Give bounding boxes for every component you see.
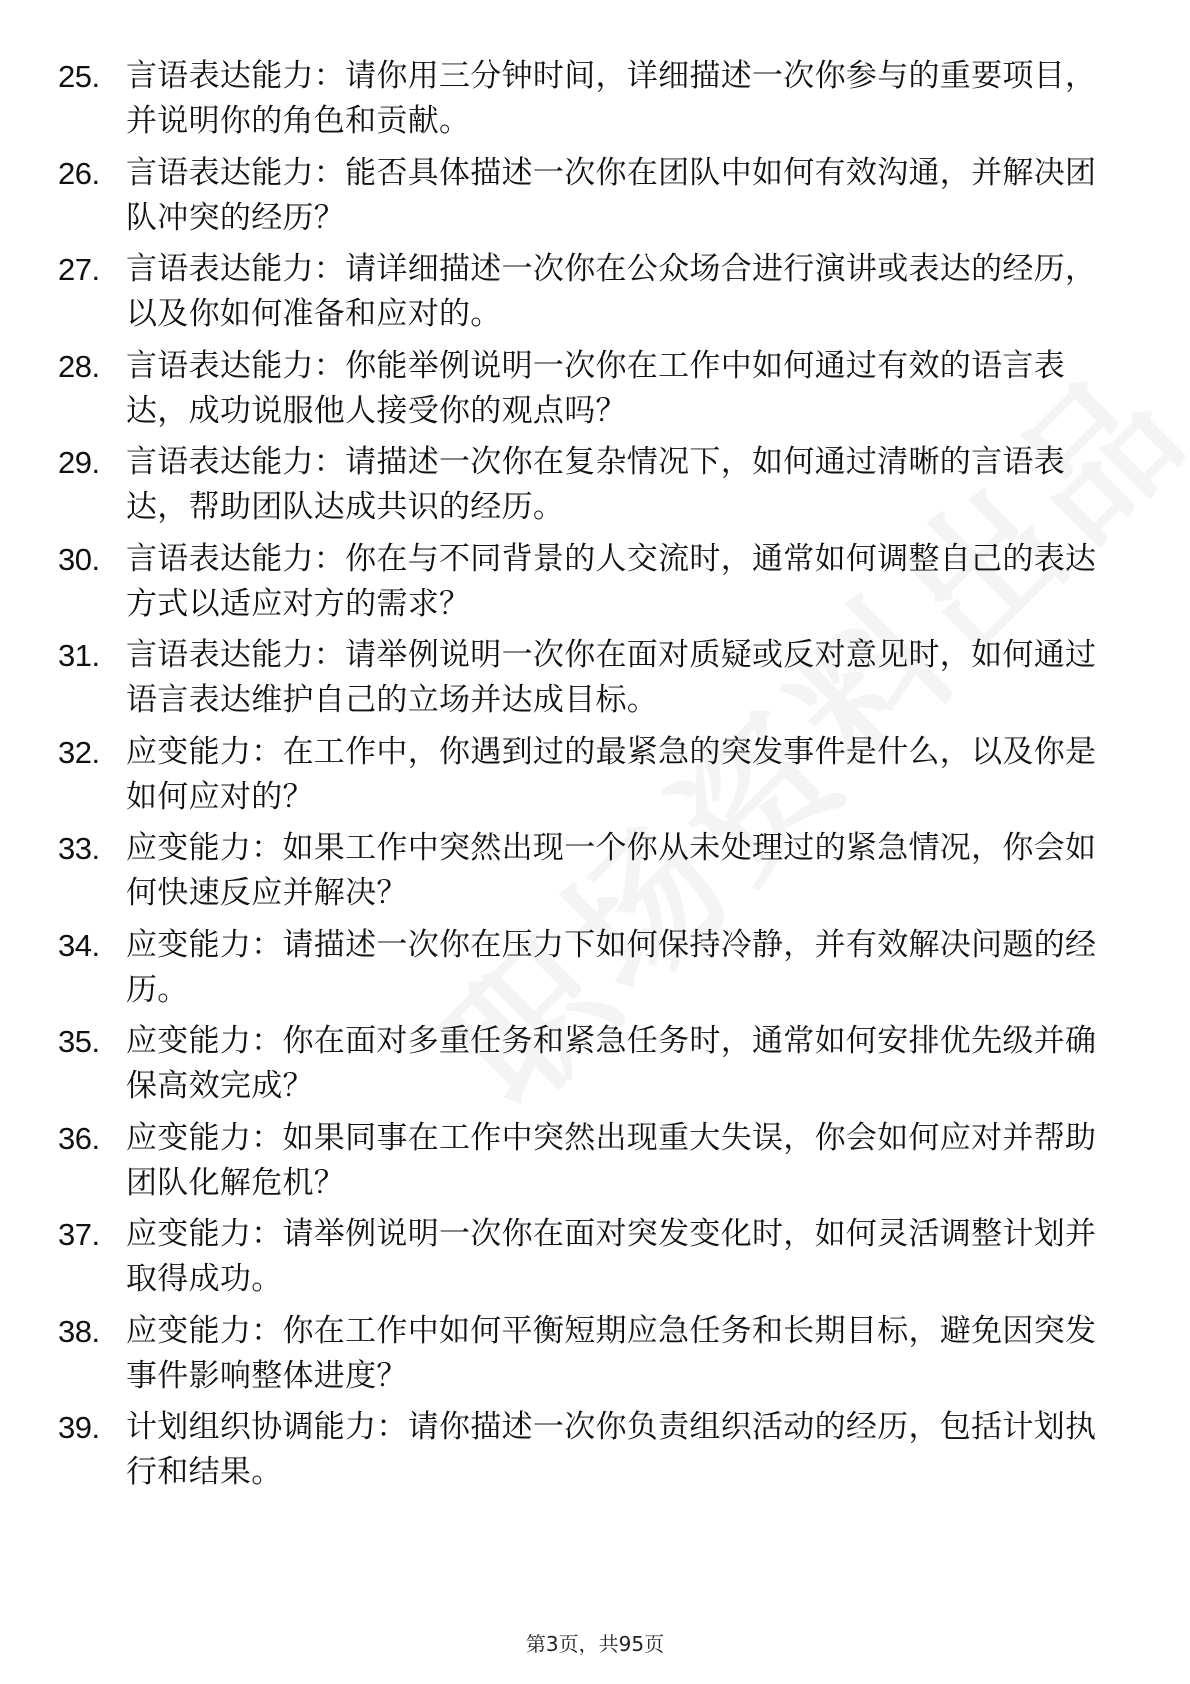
question-list — [58, 54, 1118, 1502]
question-item-37 — [58, 1212, 1118, 1309]
question-item-32 — [58, 730, 1118, 827]
question-item-27 — [58, 247, 1118, 344]
question-item-36 — [58, 1116, 1118, 1213]
question-number: 39. — [58, 1410, 100, 1445]
question-text: 言语表达能力：请详细描述一次你在公众场合进行演讲或表达的经历，以及你如何准备和应对的。 — [126, 251, 1097, 332]
question-text: 言语表达能力：你能举例说明一次你在工作中如何通过有效的语言表达，成功说服他人接受你的观点吗？ — [126, 347, 1065, 429]
question-number: 38. — [58, 1313, 100, 1349]
question-item-38 — [58, 1309, 1118, 1406]
question-text: 应变能力：请描述一次你在压力下如何保持冷静，并有效解决问题的经历。 — [126, 926, 1097, 1008]
question-item-31 — [58, 633, 1118, 730]
question-text: 言语表达能力：能否具体描述一次你在团队中如何有效沟通，并解决团队冲突的经历？ — [126, 154, 1097, 236]
question-number: 35. — [58, 1024, 100, 1059]
question-number: 27. — [58, 252, 100, 287]
question-item-34 — [58, 923, 1118, 1020]
question-text: 应变能力：在工作中，你遇到过的最紧急的突发事件是什么，以及你是如何应对的？ — [126, 733, 1097, 815]
question-number: 34. — [58, 927, 100, 963]
question-number: 31. — [58, 638, 100, 673]
question-text: 应变能力：如果同事在工作中突然出现重大失误，你会如何应对并帮助团队化解危机？ — [126, 1119, 1097, 1201]
question-item-29 — [58, 440, 1118, 537]
question-text: 计划组织协调能力：请你描述一次你负责组织活动的经历，包括计划执行和结果。 — [126, 1409, 1097, 1490]
question-text: 言语表达能力：请描述一次你在复杂情况下，如何通过清晰的言语表达，帮助团队达成共识的经历。 — [126, 444, 1065, 525]
question-number: 36. — [58, 1120, 100, 1156]
question-item-28 — [58, 344, 1118, 441]
question-item-39 — [58, 1405, 1118, 1502]
question-number: 25. — [58, 59, 100, 94]
question-item-35 — [58, 1019, 1118, 1116]
question-item-25 — [58, 54, 1118, 151]
question-number: 37. — [58, 1217, 100, 1252]
question-number: 33. — [58, 831, 100, 866]
question-item-26 — [58, 151, 1118, 248]
question-number: 28. — [58, 348, 100, 384]
question-text: 应变能力：如果工作中突然出现一个你从未处理过的紧急情况，你会如何快速反应并解决？ — [126, 830, 1097, 911]
page-footer — [0, 1632, 1190, 1656]
question-number: 29. — [58, 445, 100, 480]
question-number: 32. — [58, 734, 100, 770]
question-text: 应变能力：你在工作中如何平衡短期应急任务和长期目标，避免因突发事件影响整体进度？ — [126, 1312, 1097, 1394]
question-text: 应变能力：请举例说明一次你在面对突发变化时，如何灵活调整计划并取得成功。 — [126, 1216, 1097, 1297]
question-number: 26. — [58, 155, 100, 191]
question-item-33 — [58, 826, 1118, 923]
question-item-30 — [58, 537, 1118, 634]
question-number: 30. — [58, 541, 100, 577]
page-number-label: 第3页，共95页 — [525, 1632, 665, 1656]
question-text: 言语表达能力：请举例说明一次你在面对质疑或反对意见时，如何通过语言表达维护自己的立场并达成目标。 — [126, 637, 1097, 718]
question-text: 应变能力：你在面对多重任务和紧急任务时，通常如何安排优先级并确保高效完成？ — [126, 1023, 1097, 1104]
question-text: 言语表达能力：请你用三分钟时间，详细描述一次你参与的重要项目，并说明你的角色和贡献。 — [126, 58, 1097, 139]
question-text: 言语表达能力：你在与不同背景的人交流时，通常如何调整自己的表达方式以适应对方的需求？ — [126, 540, 1097, 622]
